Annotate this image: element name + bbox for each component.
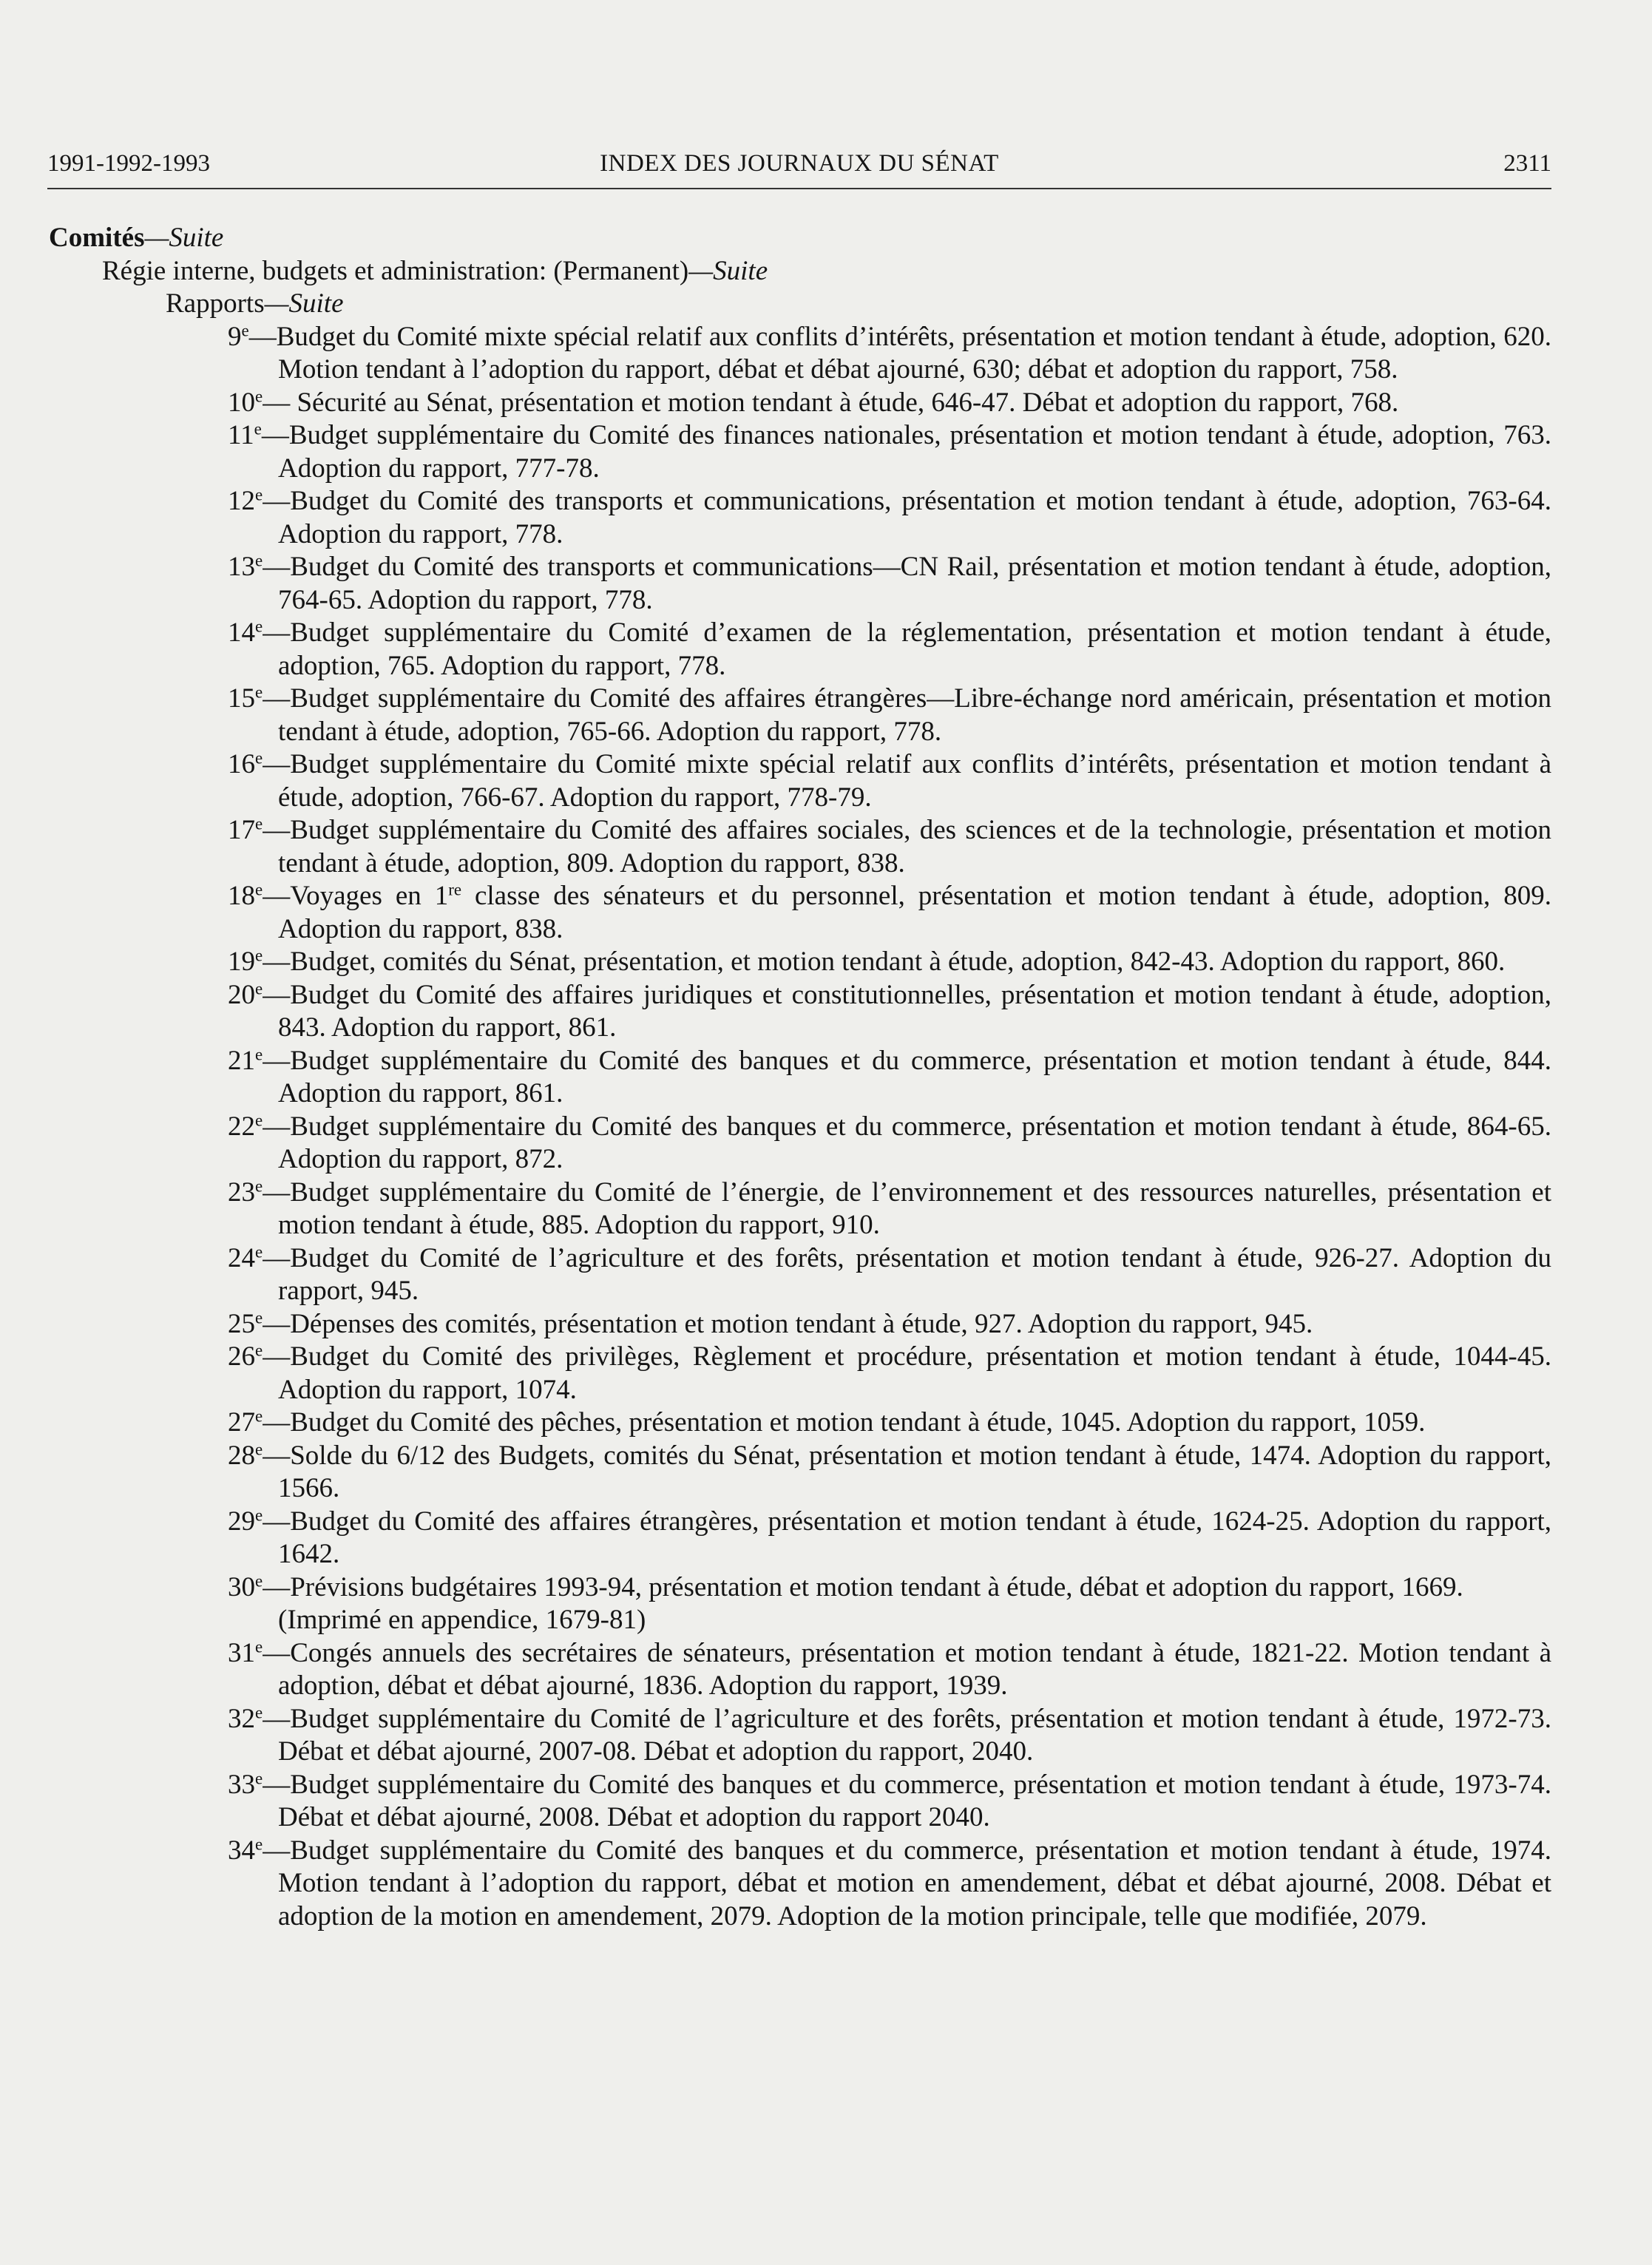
heading-regie-suite: —Suite <box>688 255 768 286</box>
entry-note: (Imprimé en appendice, 1679-81) <box>278 1605 646 1635</box>
entry-ordinal-suffix: e <box>255 1242 263 1261</box>
heading-rapports <box>49 288 1551 321</box>
entry-ordinal-suffix: e <box>255 683 263 702</box>
entry-ordinal-suffix: e <box>255 1307 263 1327</box>
entry-ordinal-suffix: e <box>255 946 263 965</box>
page-number: 2311 <box>1503 150 1551 177</box>
index-entry <box>49 1506 1551 1571</box>
entry-ordinal-suffix: e <box>255 485 263 504</box>
index-entry <box>49 1571 1551 1605</box>
entry-number: 23 <box>228 1176 255 1208</box>
report-entries <box>49 321 1551 1934</box>
entry-ordinal-suffix: e <box>255 1044 263 1063</box>
index-entry <box>49 1703 1551 1769</box>
entry-text: —Budget du Comité des privilèges, Règlement et procédure, présentation et motion tendant à étude, 1044-45. Adoption du rapport, 1074. <box>263 1341 1551 1405</box>
running-header <box>47 145 1551 182</box>
index-entry <box>49 1111 1551 1176</box>
entry-text: — Sécurité au Sénat, présentation et motion tendant à étude, 646-47. Débat et adoption du rapport, 768. <box>263 387 1399 418</box>
index-entry <box>49 419 1551 485</box>
entry-ordinal-suffix: e <box>254 419 262 439</box>
index-entry <box>49 1835 1551 1934</box>
entry-text: —Budget, comités du Sénat, présentation, et motion tendant à étude, adoption, 842-43. Adoption du rapport, 860. <box>263 947 1506 977</box>
entry-ordinal-suffix: e <box>255 1636 263 1656</box>
header-title: INDEX DES JOURNAUX DU SÉNAT <box>600 150 999 177</box>
entry-text: —Budget du Comité des pêches, présentation et motion tendant à étude, 1045. Adoption du rapport, 1059. <box>263 1407 1426 1438</box>
entry-ordinal-suffix: e <box>255 1110 263 1129</box>
entry-ordinal-suffix: e <box>255 1702 263 1721</box>
entry-number: 15 <box>228 683 255 714</box>
entry-number: 21 <box>228 1045 255 1076</box>
entry-text: classe des sénateurs et du personnel, présentation et motion tendant à étude, adoption, 809. Adoption du rapport, 838. <box>278 881 1551 944</box>
entry-text: —Budget du Comité mixte spécial relatif aux conflits d’intérêts, présentation et motion tendant à étude, adoption, 620. Motion tendant à l’adoption du rapport, débat et débat ajourné, 630; débat et adoption du rapport, 758. <box>248 321 1551 385</box>
entry-number: 29 <box>228 1506 255 1537</box>
entry-ordinal-suffix: e <box>255 1176 263 1195</box>
index-entry <box>49 1637 1551 1703</box>
entry-text: —Budget du Comité des transports et communications, présentation et motion tendant à étude, adoption, 763-64. Adoption du rapport, 778. <box>263 486 1551 549</box>
index-entry <box>49 1406 1551 1440</box>
heading-comites-text: Comités <box>49 223 145 253</box>
index-entry <box>49 1769 1551 1835</box>
index-entry <box>49 814 1551 880</box>
entry-ordinal-suffix: e <box>255 551 263 570</box>
entry-ordinal-suffix: e <box>255 1439 263 1458</box>
entry-number: 10 <box>228 387 255 418</box>
heading-regie <box>49 255 1551 288</box>
entry-ordinal-suffix: e <box>255 1571 263 1590</box>
index-entry <box>49 617 1551 683</box>
entry-number: 14 <box>228 617 255 648</box>
entry-text: —Budget supplémentaire du Comité d’examen de la réglementation, présentation et motion tendant à étude, adoption, 765. Adoption du rapport, 778. <box>263 617 1551 681</box>
entry-text: —Budget du Comité des transports et communications—CN Rail, présentation et motion tendant à étude, adoption, 764-65. Adoption du rapport, 778. <box>263 552 1551 615</box>
heading-comites-suite: —Suite <box>144 223 224 253</box>
index-entry <box>49 551 1551 617</box>
index-entry <box>49 1242 1551 1308</box>
entry-number: 11 <box>228 420 254 450</box>
entry-text: —Budget supplémentaire du Comité des banques et du commerce, présentation et motion tendant à étude, 1974. Motion tendant à l’adoption du rapport, débat et motion en amendement, débat et débat ajourné, 2008. Débat et adoption de la motion en amendement, 2079. Adoption de la motion principale, telle que modifiée, 2079. <box>263 1835 1551 1931</box>
entry-text: —Dépenses des comités, présentation et motion tendant à étude, 927. Adoption du rapport, 945. <box>263 1308 1313 1339</box>
index-entry <box>49 485 1551 551</box>
entry-number: 24 <box>228 1242 255 1273</box>
entry-number: 22 <box>228 1111 255 1142</box>
entry-text: —Budget du Comité des affaires juridiques et constitutionnelles, présentation et motion tendant à étude, adoption, 843. Adoption du rapport, 861. <box>263 979 1551 1043</box>
entry-number: 33 <box>228 1769 255 1800</box>
index-entry <box>49 387 1551 420</box>
entry-number: 18 <box>228 881 255 911</box>
entry-number: 25 <box>228 1308 255 1339</box>
entry-ordinal-suffix: e <box>255 978 263 998</box>
index-entry <box>49 683 1551 748</box>
entry-text: —Budget du Comité des affaires étrangères, présentation et motion tendant à étude, 1624-25. Adoption du rapport, 1642. <box>263 1506 1551 1569</box>
entry-ordinal-suffix: e <box>255 1505 263 1524</box>
entry-number: 26 <box>228 1341 255 1372</box>
index-entry <box>49 880 1551 946</box>
entry-number: 16 <box>228 749 255 779</box>
entry-ordinal-suffix: e <box>255 386 263 405</box>
entry-number: 28 <box>228 1440 255 1471</box>
entry-text: —Budget supplémentaire du Comité des affaires sociales, des sciences et de la technologie, présentation et motion tendant à étude, adoption, 809. Adoption du rapport, 838. <box>263 815 1551 878</box>
entry-ordinal-suffix: e <box>255 814 263 833</box>
entry-number: 30 <box>228 1571 255 1602</box>
entry-number: 27 <box>228 1407 255 1438</box>
entry-text: —Budget supplémentaire du Comité de l’agriculture et des forêts, présentation et motion tendant à étude, 1972-73. Débat et débat ajourné, 2007-08. Débat et adoption du rapport, 2040. <box>263 1703 1551 1767</box>
entry-number: 32 <box>228 1703 255 1734</box>
heading-regie-text: Régie interne, budgets et administration: (Permanent) <box>102 255 689 286</box>
index-entry <box>49 321 1551 387</box>
index-entry <box>49 946 1551 979</box>
index-entry <box>49 1045 1551 1111</box>
entry-text: —Budget supplémentaire du Comité des banques et du commerce, présentation et motion tendant à étude, 844. Adoption du rapport, 861. <box>263 1045 1551 1108</box>
entry-ordinal-suffix: e <box>255 880 263 899</box>
header-years: 1991-1992-1993 <box>47 150 210 177</box>
heading-comites <box>49 222 1551 255</box>
header-rule <box>47 188 1551 189</box>
entry-ordinal-suffix: e <box>241 320 249 339</box>
entry-number: 31 <box>228 1637 255 1668</box>
entry-ordinal-suffix: e <box>255 1768 263 1787</box>
entry-ordinal-suffix: e <box>255 748 263 768</box>
entry-text: —Budget du Comité de l’agriculture et des forêts, présentation et motion tendant à étude, 926-27. Adoption du rapport, 945. <box>263 1242 1551 1306</box>
entry-text: —Budget supplémentaire du Comité des banques et du commerce, présentation et motion tendant à étude, 1973-74. Débat et débat ajourné, 2008. Débat et adoption du rapport 2040. <box>263 1769 1551 1832</box>
entry-text: —Budget supplémentaire du Comité de l’énergie, de l’environnement et des ressources naturelles, présentation et motion tendant à étude, 885. Adoption du rapport, 910. <box>263 1176 1551 1240</box>
entry-text: —Congés annuels des secrétaires de sénateurs, présentation et motion tendant à étude, 1821-22. Motion tendant à adoption, débat et débat ajourné, 1836. Adoption du rapport, 1939. <box>263 1637 1551 1701</box>
entry-text: —Voyages en 1 <box>263 881 449 911</box>
entry-ordinal-suffix: e <box>255 1406 263 1426</box>
entry-number: 17 <box>228 815 255 845</box>
entry-text: —Budget supplémentaire du Comité des finances nationales, présentation et motion tendant à étude, adoption, 763. Adoption du rapport, 777-78. <box>261 420 1551 484</box>
index-content <box>49 222 1551 1933</box>
entry-number: 13 <box>228 552 255 582</box>
entry-number: 34 <box>228 1835 255 1866</box>
index-entry <box>49 748 1551 814</box>
entry-number: 12 <box>228 486 255 516</box>
entry-number: 9 <box>228 321 242 352</box>
entry-ordinal-suffix: re <box>448 880 462 899</box>
index-entry <box>49 1308 1551 1341</box>
entry-text: —Prévisions budgétaires 1993-94, présentation et motion tendant à étude, débat et adoption du rapport, 1669. <box>263 1571 1463 1602</box>
entry-number: 20 <box>228 979 255 1010</box>
index-entry <box>49 1440 1551 1506</box>
entry-text: —Budget supplémentaire du Comité mixte spécial relatif aux conflits d’intérêts, présentation et motion tendant à étude, adoption, 766-67. Adoption du rapport, 778-79. <box>263 749 1551 813</box>
entry-text: —Solde du 6/12 des Budgets, comités du Sénat, présentation et motion tendant à étude, 1474. Adoption du rapport, 1566. <box>263 1440 1551 1503</box>
index-entry <box>49 1176 1551 1242</box>
entry-text: —Budget supplémentaire du Comité des banques et du commerce, présentation et motion tendant à étude, 864-65. Adoption du rapport, 872. <box>263 1111 1551 1174</box>
heading-rapports-text: Rapports <box>166 288 265 319</box>
index-entry <box>49 979 1551 1045</box>
index-entry <box>49 1341 1551 1406</box>
entry-number: 19 <box>228 947 255 977</box>
heading-rapports-suite: —Suite <box>264 288 344 319</box>
entry-text: —Budget supplémentaire du Comité des affaires étrangères—Libre-échange nord américain, présentation et motion tendant à étude, adoption, 765-66. Adoption du rapport, 778. <box>263 683 1551 747</box>
entry-ordinal-suffix: e <box>255 1341 263 1360</box>
entry-ordinal-suffix: e <box>255 617 263 636</box>
entry-ordinal-suffix: e <box>255 1834 263 1853</box>
